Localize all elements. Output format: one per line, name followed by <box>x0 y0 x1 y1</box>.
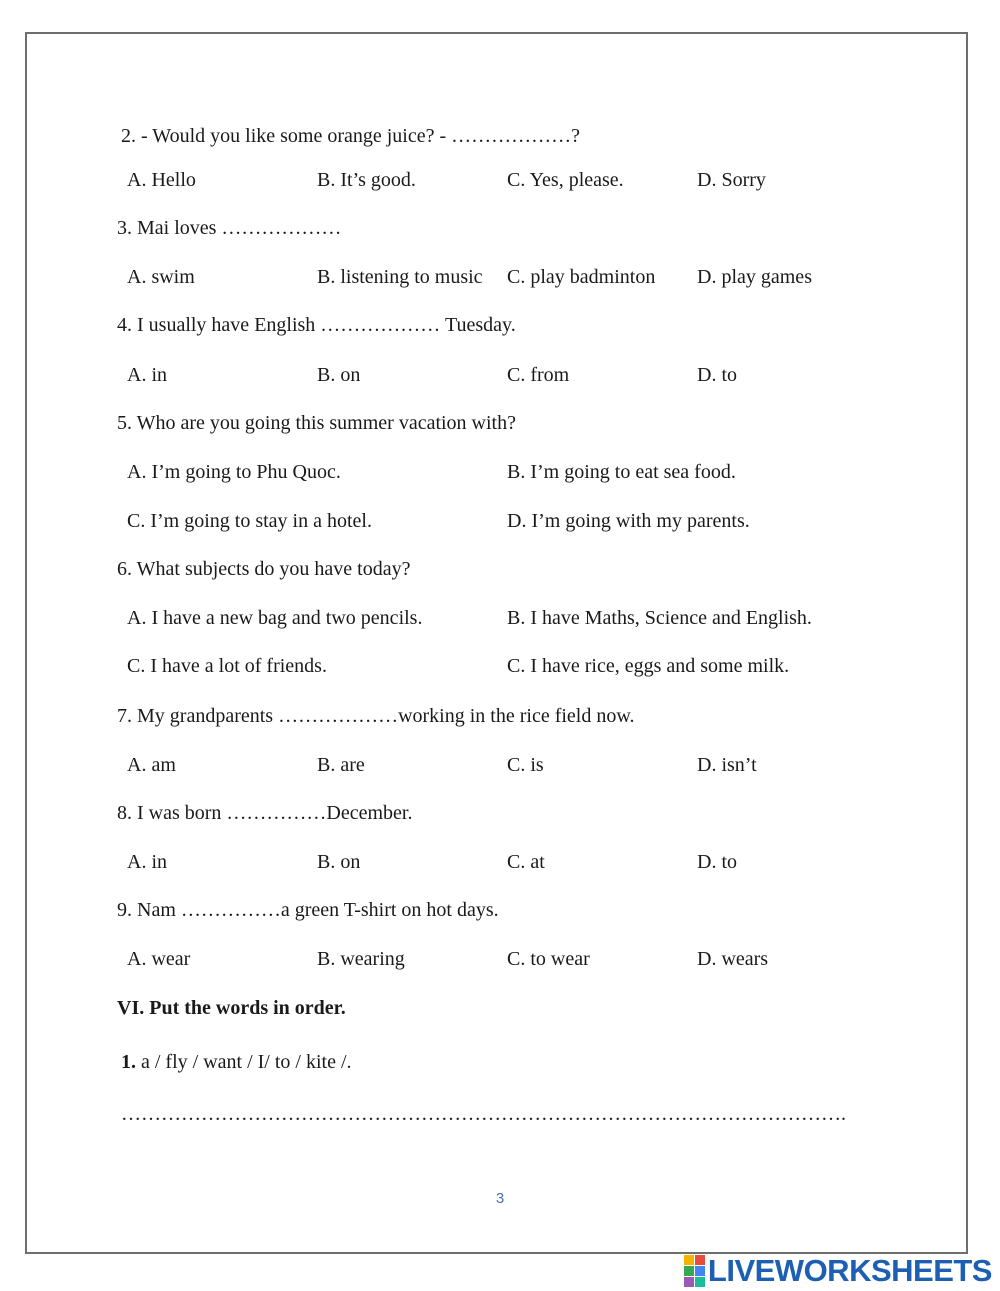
question-8: 8. I was born ……………December. <box>117 802 413 824</box>
q2-option-a[interactable]: A. Hello <box>127 169 196 191</box>
q6-option-c[interactable]: C. I have a lot of friends. <box>127 655 327 677</box>
liveworksheets-logo[interactable] <box>684 1254 992 1288</box>
question-9: 9. Nam ……………a green T-shirt on hot days. <box>117 899 499 921</box>
question-6: 6. What subjects do you have today? <box>117 558 411 580</box>
q7-option-a[interactable]: A. am <box>127 754 176 776</box>
q7-option-b[interactable]: B. are <box>317 754 365 776</box>
q6-option-b[interactable]: B. I have Maths, Science and English. <box>507 607 812 629</box>
q4-option-b[interactable]: B. on <box>317 364 361 386</box>
q7-option-d[interactable]: D. isn’t <box>697 754 757 776</box>
q3-option-b[interactable]: B. listening to music <box>317 266 483 288</box>
liveworksheets-wordmark: LIVEWORKSHEETS <box>707 1253 992 1288</box>
q5-option-a[interactable]: A. I’m going to Phu Quoc. <box>127 461 341 483</box>
q2-option-c[interactable]: C. Yes, please. <box>507 169 624 191</box>
q9-option-c[interactable]: C. to wear <box>507 948 590 970</box>
q4-option-c[interactable]: C. from <box>507 364 570 386</box>
q5-option-d[interactable]: D. I’m going with my parents. <box>507 510 750 532</box>
q2-option-b[interactable]: B. It’s good. <box>317 169 416 191</box>
q4-option-d[interactable]: D. to <box>697 364 737 386</box>
section-6-heading: VI. Put the words in order. <box>117 997 346 1019</box>
q5-option-c[interactable]: C. I’m going to stay in a hotel. <box>127 510 372 532</box>
q7-option-c[interactable]: C. is <box>507 754 544 776</box>
q6-option-a[interactable]: A. I have a new bag and two pencils. <box>127 607 423 629</box>
q3-option-a[interactable]: A. swim <box>127 266 195 288</box>
q9-option-a[interactable]: A. wear <box>127 948 191 970</box>
q5-option-b[interactable]: B. I’m going to eat sea food. <box>507 461 736 483</box>
q9-option-d[interactable]: D. wears <box>697 948 769 970</box>
question-7: 7. My grandparents ………………working in the rice field now. <box>117 705 635 727</box>
q3-option-d[interactable]: D. play games <box>697 266 812 288</box>
q8-option-b[interactable]: B. on <box>317 851 361 873</box>
question-3: 3. Mai loves ……………… <box>117 217 342 239</box>
q2-option-d[interactable]: D. Sorry <box>697 169 766 191</box>
q9-option-b[interactable]: B. wearing <box>317 948 405 970</box>
page-number: 3 <box>495 1190 505 1207</box>
question-2: 2. - Would you like some orange juice? - ………………? <box>121 125 581 147</box>
q6-option-d[interactable]: C. I have rice, eggs and some milk. <box>507 655 790 677</box>
q8-option-c[interactable]: C. at <box>507 851 545 873</box>
q3-option-c[interactable]: C. play badminton <box>507 266 656 288</box>
answer-line[interactable]: ………………………………………………………………………………………………. <box>121 1103 846 1125</box>
q4-option-a[interactable]: A. in <box>127 364 167 386</box>
q8-option-a[interactable]: A. in <box>127 851 167 873</box>
reorder-item-1 <box>121 1050 352 1074</box>
q8-option-d[interactable]: D. to <box>697 851 737 873</box>
question-4: 4. I usually have English ……………… Tuesday. <box>117 314 516 336</box>
reorder-item-1-number: 1. <box>121 1051 136 1073</box>
reorder-item-1-words: a / fly / want / I/ to / kite /. <box>136 1051 352 1073</box>
question-5: 5. Who are you going this summer vacation with? <box>117 412 516 434</box>
liveworksheets-icon <box>684 1255 705 1287</box>
